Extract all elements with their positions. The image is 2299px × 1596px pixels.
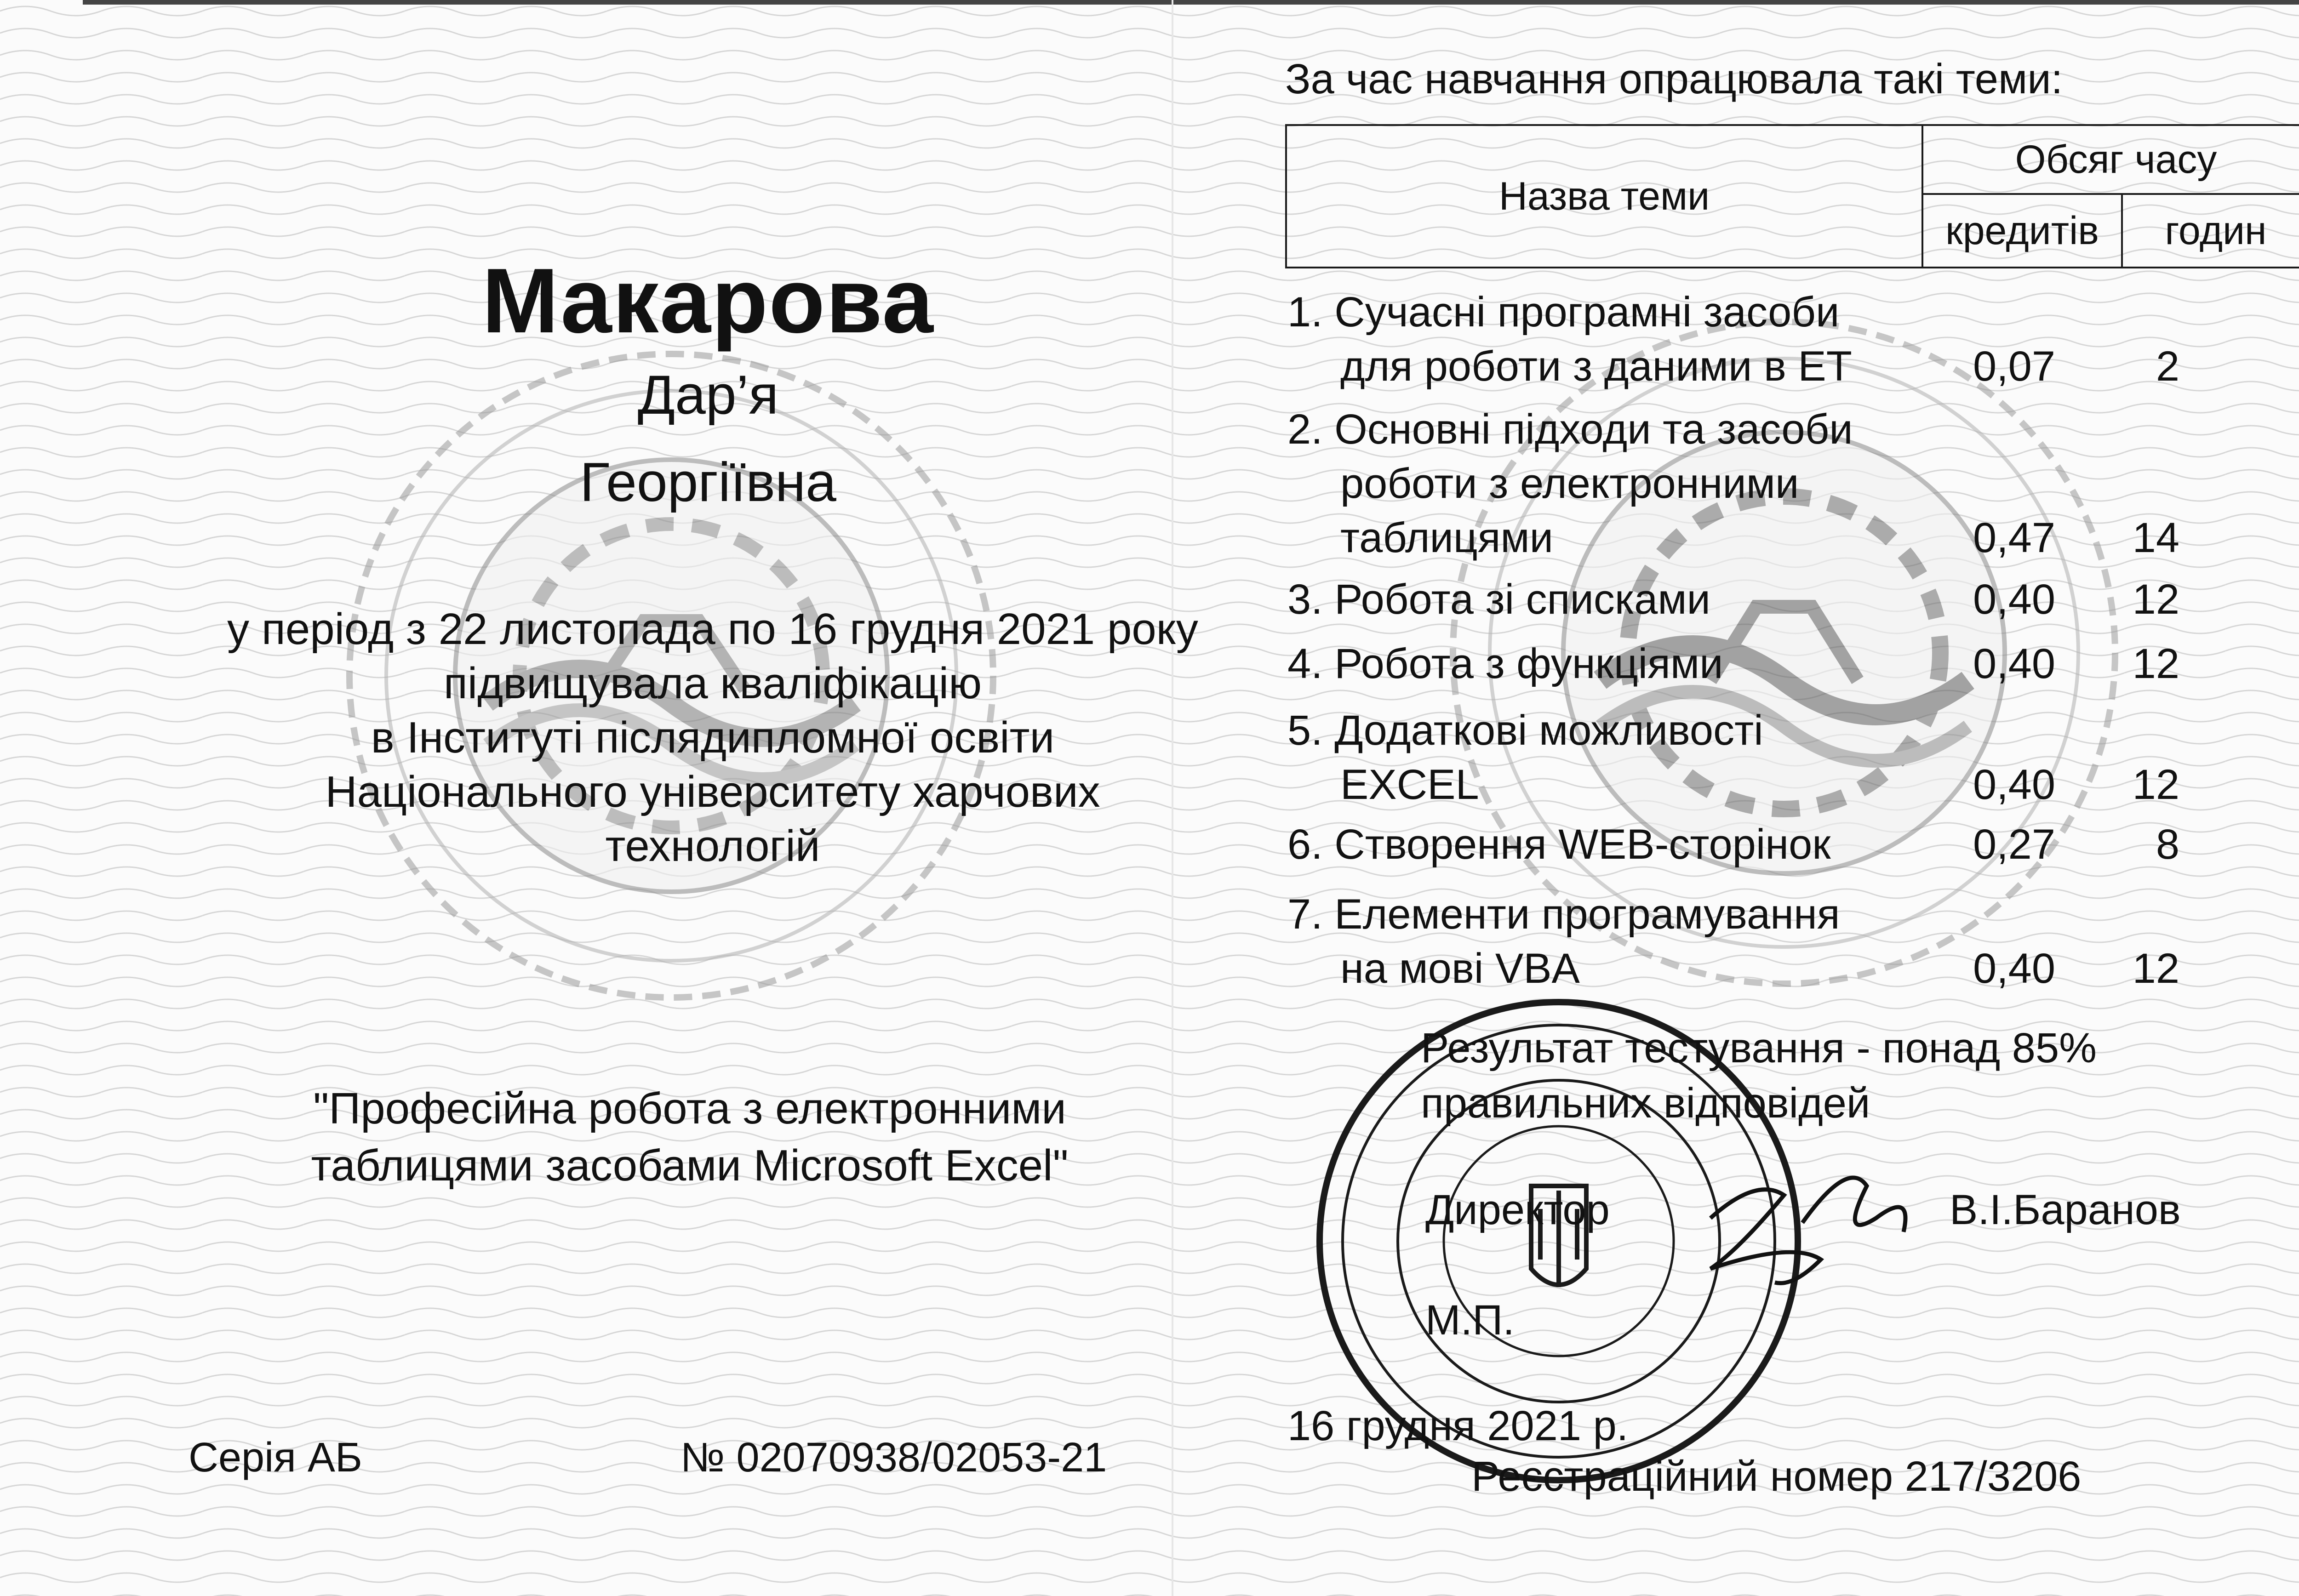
test-result-line-1: Результат тестування - понад 85% [1421,1025,2097,1072]
topic-line-1: 6. Створення WEB-сторінок [1287,821,1831,868]
statement-block [92,602,1333,873]
topic-row [1287,402,2281,565]
statement-line-4: Національного університету харчових [325,767,1100,816]
topic-line-1: 4. Робота з функціями [1287,640,1723,687]
topic-credits: 0,40 [1973,761,2055,808]
holder-patronymic: Георгіївна [580,451,836,513]
topic-row [1287,703,2281,812]
director-label: Директор [1425,1186,1610,1233]
topic-line-2: роботи з електронними [1340,460,1799,507]
holder-surname: Макарова [482,250,934,352]
series-label: Серія АБ [189,1435,362,1481]
topic-credits: 0,47 [1973,514,2055,561]
header-credits: кредитів [1922,194,2122,268]
topic-hours: 12 [2132,945,2179,992]
course-title [138,1080,1241,1194]
topic-credits: 0,27 [1973,821,2055,868]
topic-hours: 12 [2132,576,2179,623]
statement-line-3: в Інституті післядипломної освіти [371,713,1055,762]
course-title-line-1: "Професійна робота з електронними [313,1084,1066,1133]
topic-line-2: для роботи з даними в ЕТ [1340,343,1852,390]
header-topic-name: Назва теми [1286,125,1922,268]
topic-line-2: EXCEL [1340,761,1479,808]
course-title-line-2: таблицями засобами Microsoft Excel" [311,1141,1069,1190]
topic-row [1287,637,2281,691]
topics-intro: За час навчання опрацювала такі теми: [1285,56,2063,103]
topics-table-header [1285,124,2299,268]
statement-line-5: технологій [605,821,820,871]
topic-hours: 12 [2132,640,2179,687]
topic-hours: 8 [2156,821,2179,868]
topic-credits: 0,40 [1973,576,2055,623]
topic-line-1: 7. Елементи програмування [1287,891,1840,938]
topic-line-2: на мові VBA [1340,945,1580,992]
topic-hours: 2 [2156,343,2179,390]
header-hours: годин [2122,194,2299,268]
seal-label: М.П. [1425,1297,1515,1344]
topic-hours: 14 [2132,514,2179,561]
topic-line-1: 2. Основні підходи та засоби [1287,406,1853,453]
topic-credits: 0,07 [1973,343,2055,390]
topic-row [1287,285,2281,393]
topic-credits: 0,40 [1973,945,2055,992]
test-result-line-2: правильних відповідей [1421,1080,1870,1127]
statement-line-2: підвищувала кваліфікацію [443,659,982,708]
topic-credits: 0,40 [1973,640,2055,687]
issue-date: 16 грудня 2021 р. [1287,1402,1629,1449]
topic-line-1: 1. Сучасні програмні засоби [1287,289,1840,336]
director-name: В.І.Баранов [1950,1186,2181,1233]
topic-row [1287,817,2281,872]
topic-line-1: 3. Робота зі списками [1287,576,1710,623]
header-time-volume: Обсяг часу [1922,125,2299,194]
topic-row [1287,887,2281,996]
topic-line-3: таблицями [1340,514,1554,561]
topic-row [1287,572,2281,627]
topic-line-1: 5. Додаткові можливості [1287,707,1763,754]
holder-first-name: Дар’я [637,364,779,426]
test-result [1421,1020,2097,1131]
topic-hours: 12 [2132,761,2179,808]
certificate-number: № 02070938/02053-21 [681,1435,1107,1481]
registration-number: Реєстраційний номер 217/3206 [1471,1453,2082,1500]
statement-line-1: у період з 22 листопада по 16 грудня 2021 року [227,604,1198,654]
